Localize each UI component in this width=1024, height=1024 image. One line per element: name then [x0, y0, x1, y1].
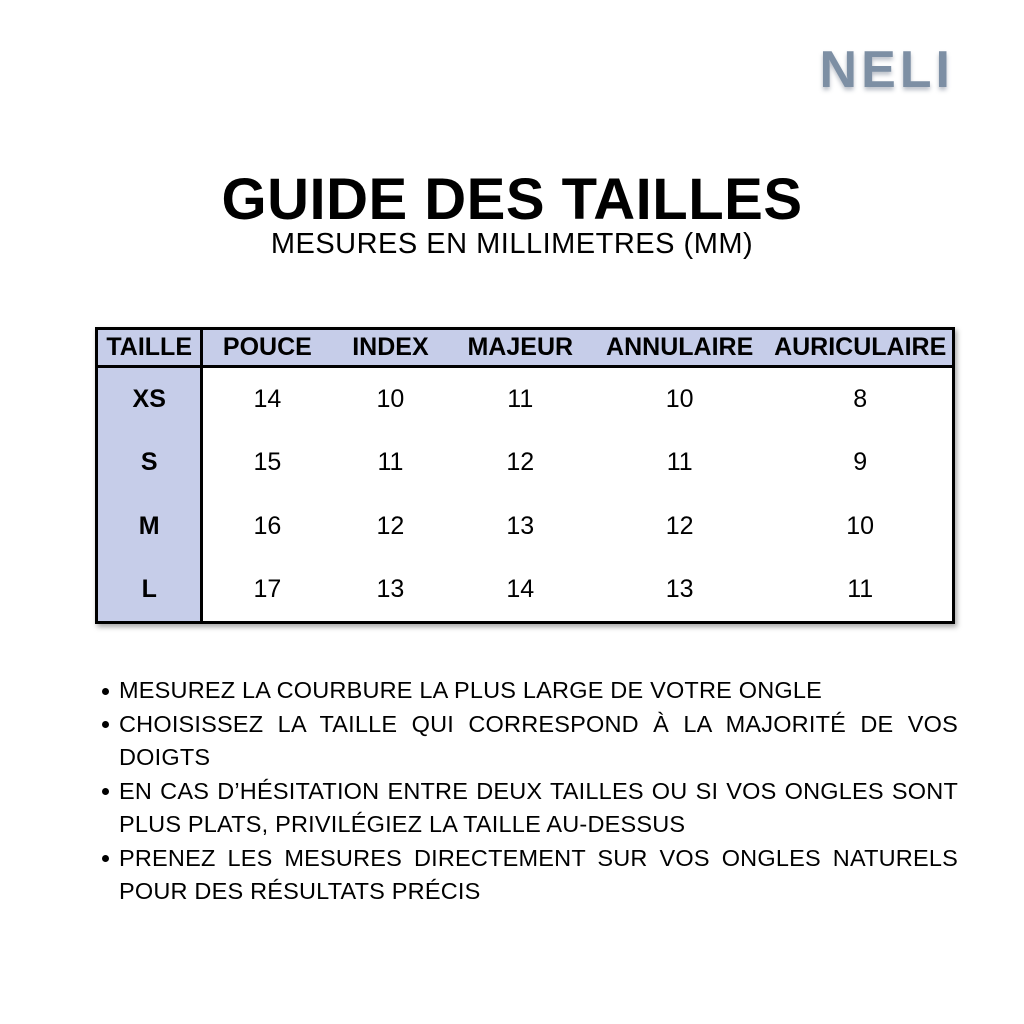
measurement-value: 11 [331, 431, 449, 495]
table-header-row [97, 329, 954, 367]
measurement-value: 10 [591, 367, 768, 431]
column-header-annulaire: ANNULAIRE [591, 329, 768, 367]
size-label: XS [97, 367, 202, 431]
table-row [97, 431, 954, 495]
measurement-value: 10 [768, 495, 953, 559]
measurement-value: 8 [768, 367, 953, 431]
measurement-value: 12 [591, 495, 768, 559]
column-header-auriculaire: AURICULAIRE [768, 329, 953, 367]
table-row [97, 559, 954, 623]
size-table [95, 327, 955, 624]
measurement-value: 11 [591, 431, 768, 495]
measurement-value: 16 [202, 495, 331, 559]
notes-list [100, 674, 958, 909]
measurement-value: 12 [331, 495, 449, 559]
column-header-pouce: POUCE [202, 329, 331, 367]
note-item: PRENEZ LES MESURES DIRECTEMENT SUR VOS ONGLES NATURELS POUR DES RÉSULTATS PRÉCIS [100, 842, 958, 909]
measurement-value: 15 [202, 431, 331, 495]
neli-logo: NELI [819, 41, 954, 99]
note-item: MESUREZ LA COURBURE LA PLUS LARGE DE VOTRE ONGLE [100, 674, 958, 708]
measurement-value: 12 [450, 431, 591, 495]
table-row [97, 495, 954, 559]
measurement-value: 11 [450, 367, 591, 431]
measurement-value: 9 [768, 431, 953, 495]
size-label: L [97, 559, 202, 623]
size-table-container [95, 327, 955, 624]
measurement-value: 14 [450, 559, 591, 623]
column-header-taille: TAILLE [97, 329, 202, 367]
measurement-value: 17 [202, 559, 331, 623]
note-item: CHOISISSEZ LA TAILLE QUI CORRESPOND À LA MAJORITÉ DE VOS DOIGTS [100, 708, 958, 775]
column-header-index: INDEX [331, 329, 449, 367]
measurement-value: 11 [768, 559, 953, 623]
page-title: GUIDE DES TAILLES [221, 167, 803, 232]
table-row [97, 367, 954, 431]
size-label: S [97, 431, 202, 495]
size-label: M [97, 495, 202, 559]
column-header-majeur: MAJEUR [450, 329, 591, 367]
measurement-value: 13 [450, 495, 591, 559]
measurement-value: 13 [591, 559, 768, 623]
measurement-value: 14 [202, 367, 331, 431]
size-table-body [97, 367, 954, 623]
measurement-value: 13 [331, 559, 449, 623]
measurement-value: 10 [331, 367, 449, 431]
page-subtitle: MESURES EN MILLIMETRES (MM) [270, 228, 754, 260]
note-item: EN CAS D’HÉSITATION ENTRE DEUX TAILLES OU SI VOS ONGLES SONT PLUS PLATS, PRIVILÉGIEZ LA TAILLE AU-DESSUS [100, 775, 958, 842]
